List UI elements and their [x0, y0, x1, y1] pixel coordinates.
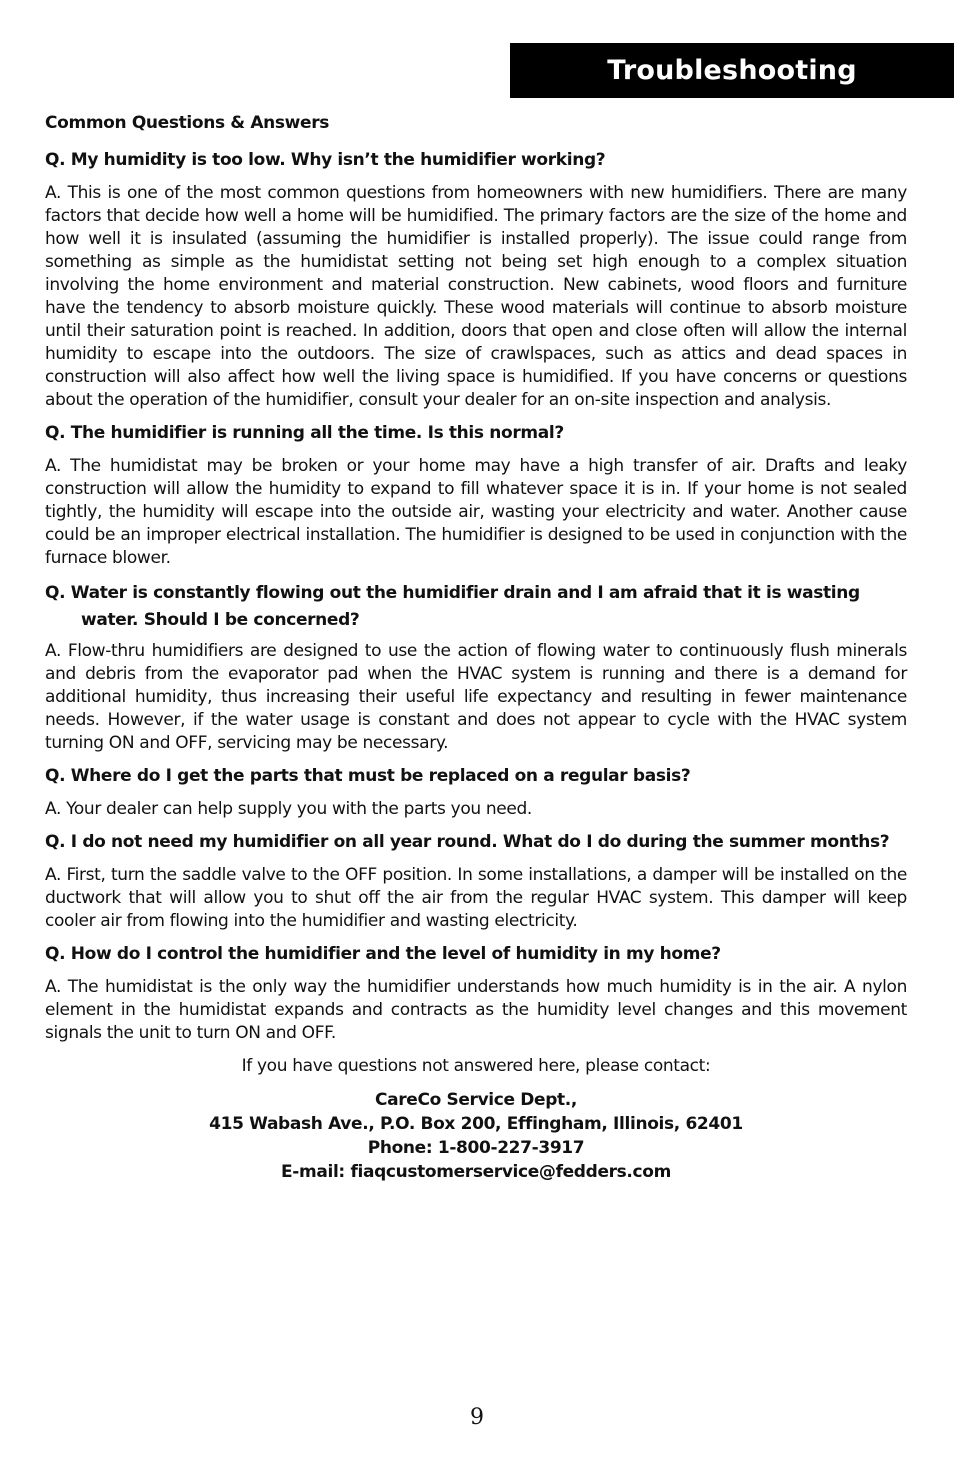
page-title: Troubleshooting — [607, 55, 857, 86]
question-3: Q. Water is constantly flowing out the humidifier drain and I am afraid that it is wasting water. Should I be concerned? — [45, 583, 860, 630]
answer-2: A. The humidistat may be broken or your home may have a high transfer of air. Drafts and leaky construction will allow the humidity to expand to fill whatever space it is in. If your home is not sealed tightly, the humidity will escape into the outside air, wasting your electricity and water. Another cause could be an improper electrical installation. The humidifier is designed to be used in conjunction with the furnace blower. — [45, 456, 907, 568]
page-header-banner — [510, 43, 954, 98]
contact-address: 415 Wabash Ave., P.O. Box 200, Effingham, Illinois, 62401 — [209, 1114, 743, 1134]
answer-1: A. This is one of the most common questions from homeowners with new humidifiers. There are many factors that decide how well a home will be humidified. The primary factors are the size of the home and how well it is insulated (assuming the humidifier is installed properly). The issue could range from something as simple as the humidistat setting not being set high enough to a complex situation involving the home environment and material construction. New cabinets, wood floors and furniture have the tendency to absorb moisture quickly. These wood materials will continue to absorb moisture until their saturation point is reached. In addition, doors that open and close often will allow the internal humidity to escape into the outdoors. The size of crawlspaces, such as attics and dead spaces in construction will also affect how well the living space is humidified. If you have concerns or questions about the operation of the humidifier, consult your dealer for an on-site inspection and analysis. — [45, 183, 907, 410]
answer-6: A. The humidistat is the only way the humidifier understands how much humidity is in the air. A nylon element in the humidistat expands and contracts as the humidity level changes and this movement signals the unit to turn ON and OFF. — [45, 977, 907, 1043]
question-6: Q. How do I control the humidifier and the level of humidity in my home? — [45, 944, 721, 964]
contact-block — [45, 1088, 907, 1184]
answer-3: A. Flow-thru humidifiers are designed to use the action of flowing water to continuously flush minerals and debris from the evaporator pad when the HVAC system is running and there is a demand for additional humidity, thus increasing their useful life expectancy and resulting in fewer maintenance needs. However, if the water usage is constant and does not appear to cycle with the HVAC system turning ON and OFF, servicing may be necessary. — [45, 641, 907, 753]
section-title: Common Questions & Answers — [45, 113, 330, 133]
question-4: Q. Where do I get the parts that must be replaced on a regular basis? — [45, 766, 691, 786]
question-2: Q. The humidifier is running all the time. Is this normal? — [45, 423, 564, 443]
contact-phone: Phone: 1-800-227-3917 — [367, 1138, 585, 1158]
answer-4: A. Your dealer can help supply you with the parts you need. — [45, 799, 532, 819]
contact-name: CareCo Service Dept., — [374, 1090, 578, 1110]
question-5: Q. I do not need my humidifier on all year round. What do I do during the summer months? — [45, 832, 890, 852]
page-number: 9 — [470, 1405, 484, 1430]
contact-email: E-mail: fiaqcustomerservice@fedders.com — [281, 1162, 671, 1182]
main-content — [45, 112, 907, 1184]
answer-5: A. First, turn the saddle valve to the OFF position. In some installations, a damper will be installed on the ductwork that will allow you to shut off the air from the regular HVAC system. This damper will keep cooler air from flowing into the humidifier and wasting electricity. — [45, 865, 907, 931]
contact-intro: If you have questions not answered here, please contact: — [241, 1056, 711, 1076]
question-1: Q. My humidity is too low. Why isn’t the humidifier working? — [45, 150, 606, 170]
